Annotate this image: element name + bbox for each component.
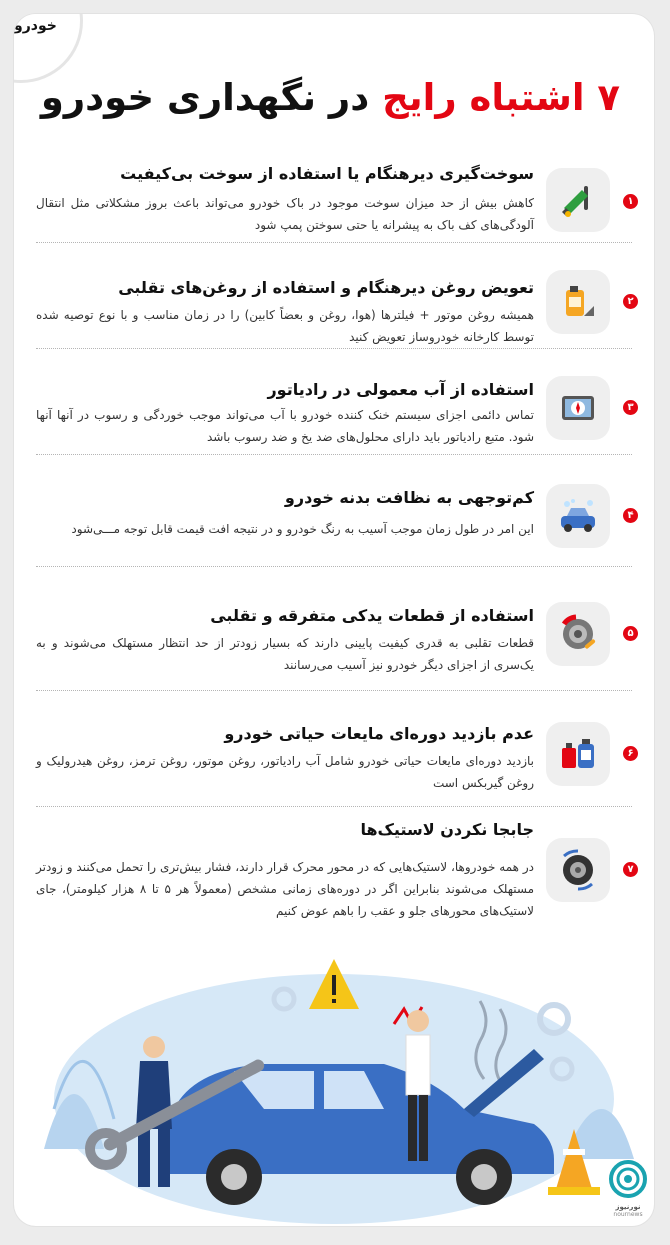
tip-description: کاهش بیش از حد میزان سوخت موجود در باک خودرو می‌تواند باعث بروز مشکلاتی مثل انتقال آلودگی‌های کف باک به پیشرانه یا حتی سوختن پمپ شود (36, 196, 534, 232)
tip-description: قطعات تقلبی به قدری کیفیت پایینی دارند که بسیار زودتر از حد انتظار مستهلک می‌شوند و به یک‌سری از اجزای دیگر خودرو نیز آسیب می‌رسانند (36, 636, 534, 672)
fuel-nozzle-icon (546, 168, 610, 232)
fluids-icon (546, 722, 610, 786)
tip-description: همیشه روغن موتور + فیلترها (هوا، روغن و بعضاً کابین) را در زمان مناسب و با نوع توصیه شده توسط کارخانه خودروساز تعویض کنید (36, 308, 534, 344)
tip-number: ۷ (623, 862, 638, 877)
tip-title: سوخت‌گیری دیرهنگام یا استفاده از سوخت بی‌کیفیت (120, 164, 534, 183)
car-wash-icon (546, 484, 610, 548)
tip-title: استفاده از آب معمولی در رادیاتور (267, 380, 534, 399)
tip-title: جابجا نکردن لاستیک‌ها (360, 820, 534, 839)
page-title (41, 76, 620, 119)
divider (36, 454, 632, 455)
brake-disc-icon (546, 602, 610, 666)
divider (36, 566, 632, 567)
tip-number: ۱ (623, 194, 638, 209)
nournews-logo-icon (608, 1159, 648, 1199)
car-repair-illustration (14, 949, 654, 1226)
tip-description: بازدید دوره‌ای مایعات حیاتی خودرو شامل آب رادیاتور، روغن موتور، روغن ترمز، روغن هیدرولیک و روغن گیربکس است (36, 754, 534, 790)
title-rest: در نگهداری خودرو (40, 76, 370, 119)
category-label: خودرو (14, 18, 57, 34)
tip-title: استفاده از قطعات یدکی متفرقه و تقلبی (210, 606, 534, 625)
tip-number: ۶ (623, 746, 638, 761)
divider (36, 348, 632, 349)
brand-name: نورنیوز (615, 1203, 641, 1211)
infographic-card (14, 14, 654, 1226)
divider (36, 242, 632, 243)
tip-number: ۴ (623, 508, 638, 523)
title-highlight: ۷ اشتباه رایج (382, 76, 620, 119)
tip-number: ۳ (623, 400, 638, 415)
divider (36, 690, 632, 691)
tip-number: ۵ (623, 626, 638, 641)
tip-description: این امر در طول زمان موجب آسیب به رنگ خودرو و در نتیجه افت قیمت قابل توجه مـــی‌شود (71, 522, 534, 536)
tip-title: کم‌توجهی به نظافت بدنه خودرو (284, 488, 534, 507)
tire-rotation-icon (546, 838, 610, 902)
tip-number: ۲ (623, 294, 638, 309)
brand-latin: nournews (613, 1211, 643, 1218)
tip-description: در همه خودروها، لاستیک‌هایی که در محور محرک قرار دارند، فشار بیش‌تری را تحمل می‌کنند و زودتر مستهلک می‌شوند بنابراین اگر در دوره‌های زمانی مشخص (معمولاً هر ۵ تا ۸ هزار کیلومتر)، جای لاستیک‌های محورهای جلو و عقب را باهم عوض کنیم (36, 860, 535, 918)
tip-description: تماس دائمی اجزای سیستم خنک کننده خودرو با آب می‌تواند موجب خوردگی و رسوب در آنها آنها شود. متبع رادیاتور باید دارای محلول‌های ضد یخ و ضد رسوب باشد (36, 408, 534, 444)
oil-can-icon (546, 270, 610, 334)
tip-title: عدم بازدید دوره‌ای مایعات حیاتی خودرو (224, 724, 534, 743)
radiator-icon (546, 376, 610, 440)
brand-logo (608, 1159, 648, 1219)
divider (36, 806, 632, 807)
tip-title: تعویض روغن دیرهنگام و استفاده از روغن‌های تقلبی (118, 278, 534, 297)
